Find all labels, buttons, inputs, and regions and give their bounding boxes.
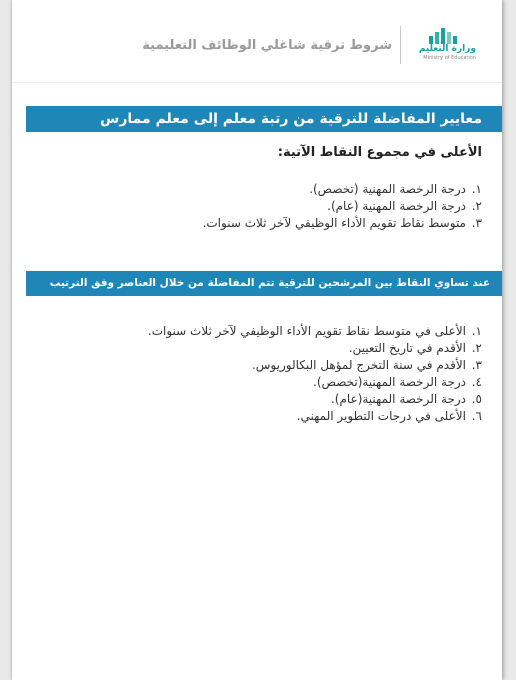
list-item-text: متوسط نقاط تقويم الأداء الوظيفي لآخر ثلاث سنوات.: [202, 216, 466, 230]
section1-list: [203, 181, 482, 232]
document-page: [12, 0, 502, 680]
section1-subheading: الأعلى في مجموع النقاط الآتية:: [277, 145, 482, 160]
list-item: [148, 357, 482, 374]
list-item: [148, 340, 482, 357]
list-item-text: درجة الرخصة المهنية(تخصص).: [313, 375, 466, 389]
header-title: شروط ترقية شاغلي الوظائف التعليمية: [142, 38, 392, 53]
ministry-logo: [404, 24, 484, 64]
list-item: [203, 181, 482, 198]
list-item-number: ٥.: [471, 392, 482, 406]
list-item: [148, 323, 482, 340]
ministry-logo-icon: [428, 24, 458, 46]
list-item-number: ٤.: [471, 375, 482, 389]
list-item-number: ٣.: [471, 216, 482, 230]
logo-arabic-text: وزارة التعليم: [418, 44, 476, 54]
list-item-text: الأقدم في تاريخ التعيين.: [348, 341, 466, 355]
list-item: [148, 408, 482, 425]
list-item-text: درجة الرخصة المهنية(عام).: [330, 392, 466, 406]
section2-list: [148, 323, 482, 425]
list-item-text: الأعلى في درجات التطوير المهني.: [296, 409, 466, 423]
list-item-number: ٢.: [471, 199, 482, 213]
list-item-number: ٦.: [471, 409, 482, 423]
list-item: [148, 374, 482, 391]
list-item-number: ٢.: [471, 341, 482, 355]
section2-banner: عند تساوي النقاط بين المرشحين للترقية تتم المفاضلة من خلال العناصر وفق الترتيب التالي: [26, 271, 502, 296]
header-divider: [400, 26, 401, 64]
logo-english-text: Ministry of Education: [423, 55, 476, 61]
list-item-text: الأقدم في سنة التخرج لمؤهل البكالوريوس.: [251, 358, 466, 372]
header-rule: [12, 82, 502, 83]
list-item: [148, 391, 482, 408]
page-header: [12, 0, 502, 84]
list-item-number: ٣.: [471, 358, 482, 372]
list-item-number: ١.: [471, 182, 482, 196]
list-item-number: ١.: [471, 324, 482, 338]
list-item: [203, 198, 482, 215]
list-item-text: درجة الرخصة المهنية (تخصص).: [309, 182, 466, 196]
section1-banner: معايير المفاضلة للترقية من رتبة معلم إلى معلم ممارس: [26, 106, 502, 132]
list-item: [203, 215, 482, 232]
list-item-text: درجة الرخصة المهنية (عام).: [327, 199, 466, 213]
list-item-text: الأعلى في متوسط نقاط تقويم الأداء الوظيفي لآخر ثلاث سنوات.: [147, 324, 466, 338]
